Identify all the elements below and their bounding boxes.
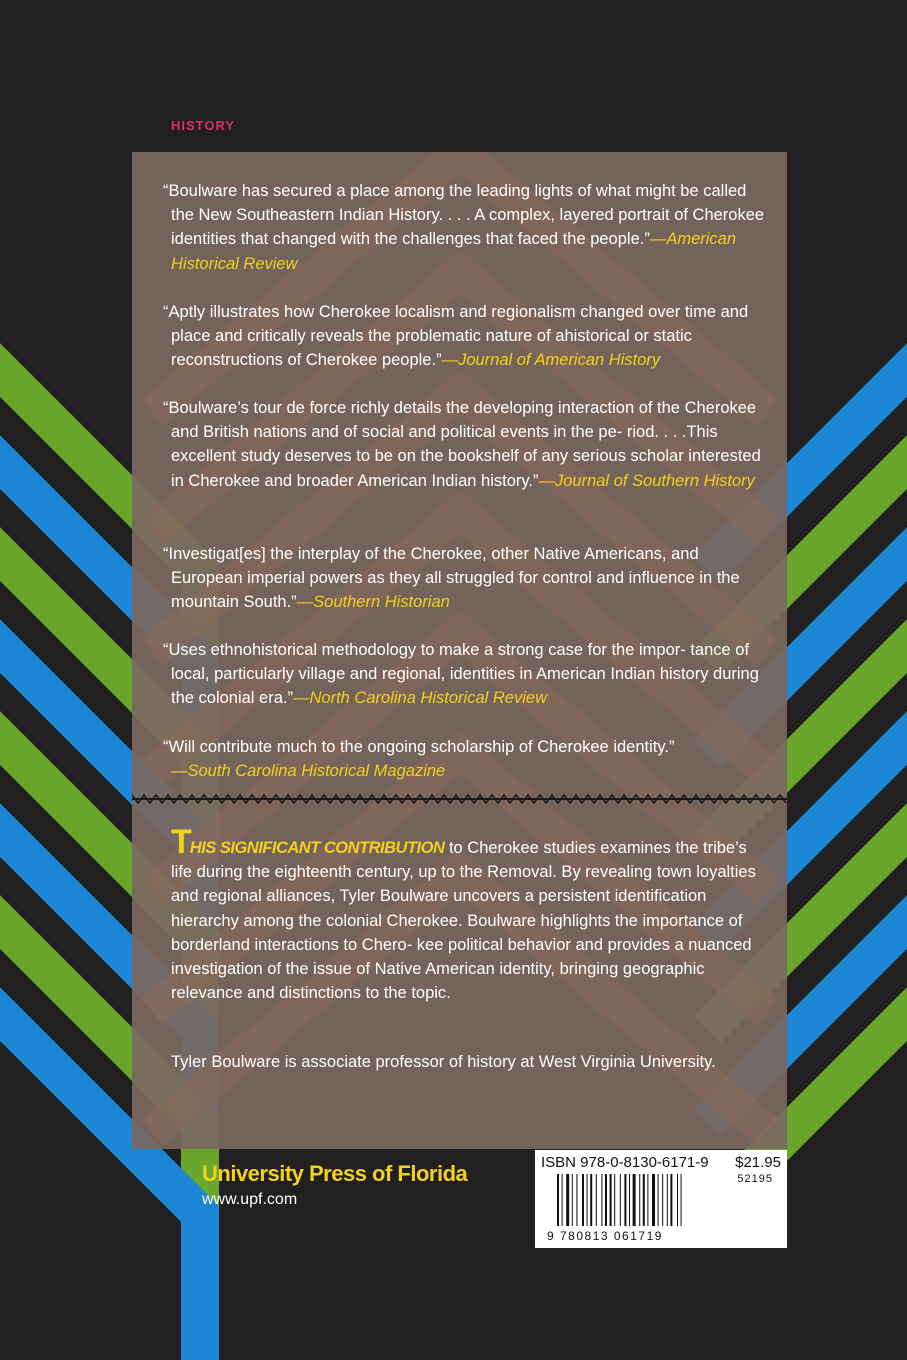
barcode-number: 9 780813 061719	[547, 1229, 663, 1243]
description-body: to Cherokee studies examines the tribe’s life during the eighteenth century, up to the Removal. By revealing town loyalties and regional alliances, Tyler Boulware uncovers a persistent identification hierarchy among the colonial Cherokee. Boulware highlights the importance of borderland interactions to Chero- kee political behavior and provides a nuanced investigation of the issue of Native American identity, bringing geographic relevance and distinctions to the topic.	[171, 839, 756, 1003]
barcode-bar	[596, 1174, 597, 1226]
barcode-bar	[566, 1174, 569, 1226]
text-panel	[132, 152, 787, 1149]
barcode-bar	[652, 1174, 655, 1226]
barcode-bar	[639, 1174, 640, 1226]
quote-source: —South Carolina Historical Magazine	[171, 762, 446, 781]
barcode-bar	[590, 1174, 592, 1226]
barcode-bar	[647, 1174, 648, 1226]
review-quote: “Will contribute much to the ongoing scholarship of Cherokee identity.” —South Carolina Historical Magazine	[163, 738, 675, 781]
quote-source: —North Carolina Historical Review	[293, 689, 547, 708]
barcode-bars	[557, 1174, 777, 1230]
quote-source: —American Historical Review	[171, 230, 737, 273]
barcode-bar	[610, 1174, 612, 1226]
price-label: $21.95	[735, 1154, 781, 1171]
barcode-bar	[629, 1174, 630, 1226]
barcode-block	[535, 1150, 787, 1248]
description-lead: HIS SIGNIFICANT CONTRIBUTION	[189, 839, 445, 857]
addon-number: 52195	[737, 1173, 773, 1185]
barcode-bar	[658, 1174, 659, 1226]
review-quote: “Uses ethnohistorical methodology to make a strong case for the impor- tance of local, particularly village and regional, identities in American Indian history during the colonial era.”—North Carolina Historical Review	[163, 641, 759, 708]
barcode-bar	[667, 1174, 668, 1226]
book-description	[171, 823, 769, 1005]
barcode-bar	[587, 1174, 588, 1226]
barcode-bar	[681, 1174, 682, 1226]
barcode-bar	[624, 1174, 626, 1226]
review-quote: “Boulware’s tour de force richly details the developing interaction of the Cherokee and British nations and of social and political events in the pe- riod. . . .This excellent study deserves to be on the bookshelf of any serious scholar interested in Cherokee and broader American Indian history.”—Journal of Southern History	[163, 399, 761, 490]
barcode-bar	[620, 1174, 621, 1226]
review-quote: “Boulware has secured a place among the leading lights of what might be called the New Southeastern Indian History. . . . A complex, layered portrait of Cherokee identities that changed with the challenges that faced the people.”—American Historical Review	[163, 182, 765, 273]
barcode-bar	[605, 1174, 607, 1226]
barcode-bar	[562, 1174, 563, 1226]
quote-source: —Journal of Southern History	[538, 471, 755, 490]
barcode-bar	[643, 1174, 645, 1226]
review-quote: “Investigat[es] the interplay of the Cherokee, other Native Americans, and European imperial powers as they all struggled for control and influence in the mountain South.”—Southern Historian	[163, 545, 740, 612]
publisher-website: www.upf.com	[202, 1191, 298, 1208]
barcode-bar	[601, 1174, 602, 1226]
publisher-name: University Press of Florida	[202, 1161, 468, 1186]
quote-source: —Journal of American History	[441, 351, 661, 370]
barcode-bar	[662, 1174, 663, 1226]
quote-source: —Southern Historian	[296, 593, 450, 612]
barcode-bar	[572, 1174, 573, 1226]
barcode-bar	[576, 1174, 577, 1226]
review-quote: “Aptly illustrates how Cherokee localism and regionalism changed over time and place and critically reveals the problematic nature of ahistorical or static reconstructions of Cherokee people.”—Journal of American History	[163, 303, 749, 370]
barcode-bar	[614, 1174, 615, 1226]
isbn-label: ISBN 978-0-8130-6171-9	[541, 1154, 709, 1171]
author-bio: Tyler Boulware is associate professor of history at West Virginia University.	[171, 1053, 716, 1071]
barcode-bar	[557, 1174, 559, 1226]
barcode-bar	[677, 1174, 678, 1226]
drop-cap: T	[171, 823, 190, 861]
barcode-bar	[670, 1174, 672, 1226]
barcode-bar	[633, 1174, 636, 1226]
category-label: HISTORY	[171, 118, 236, 133]
barcode-bar	[582, 1174, 584, 1226]
zigzag-divider	[132, 792, 787, 806]
